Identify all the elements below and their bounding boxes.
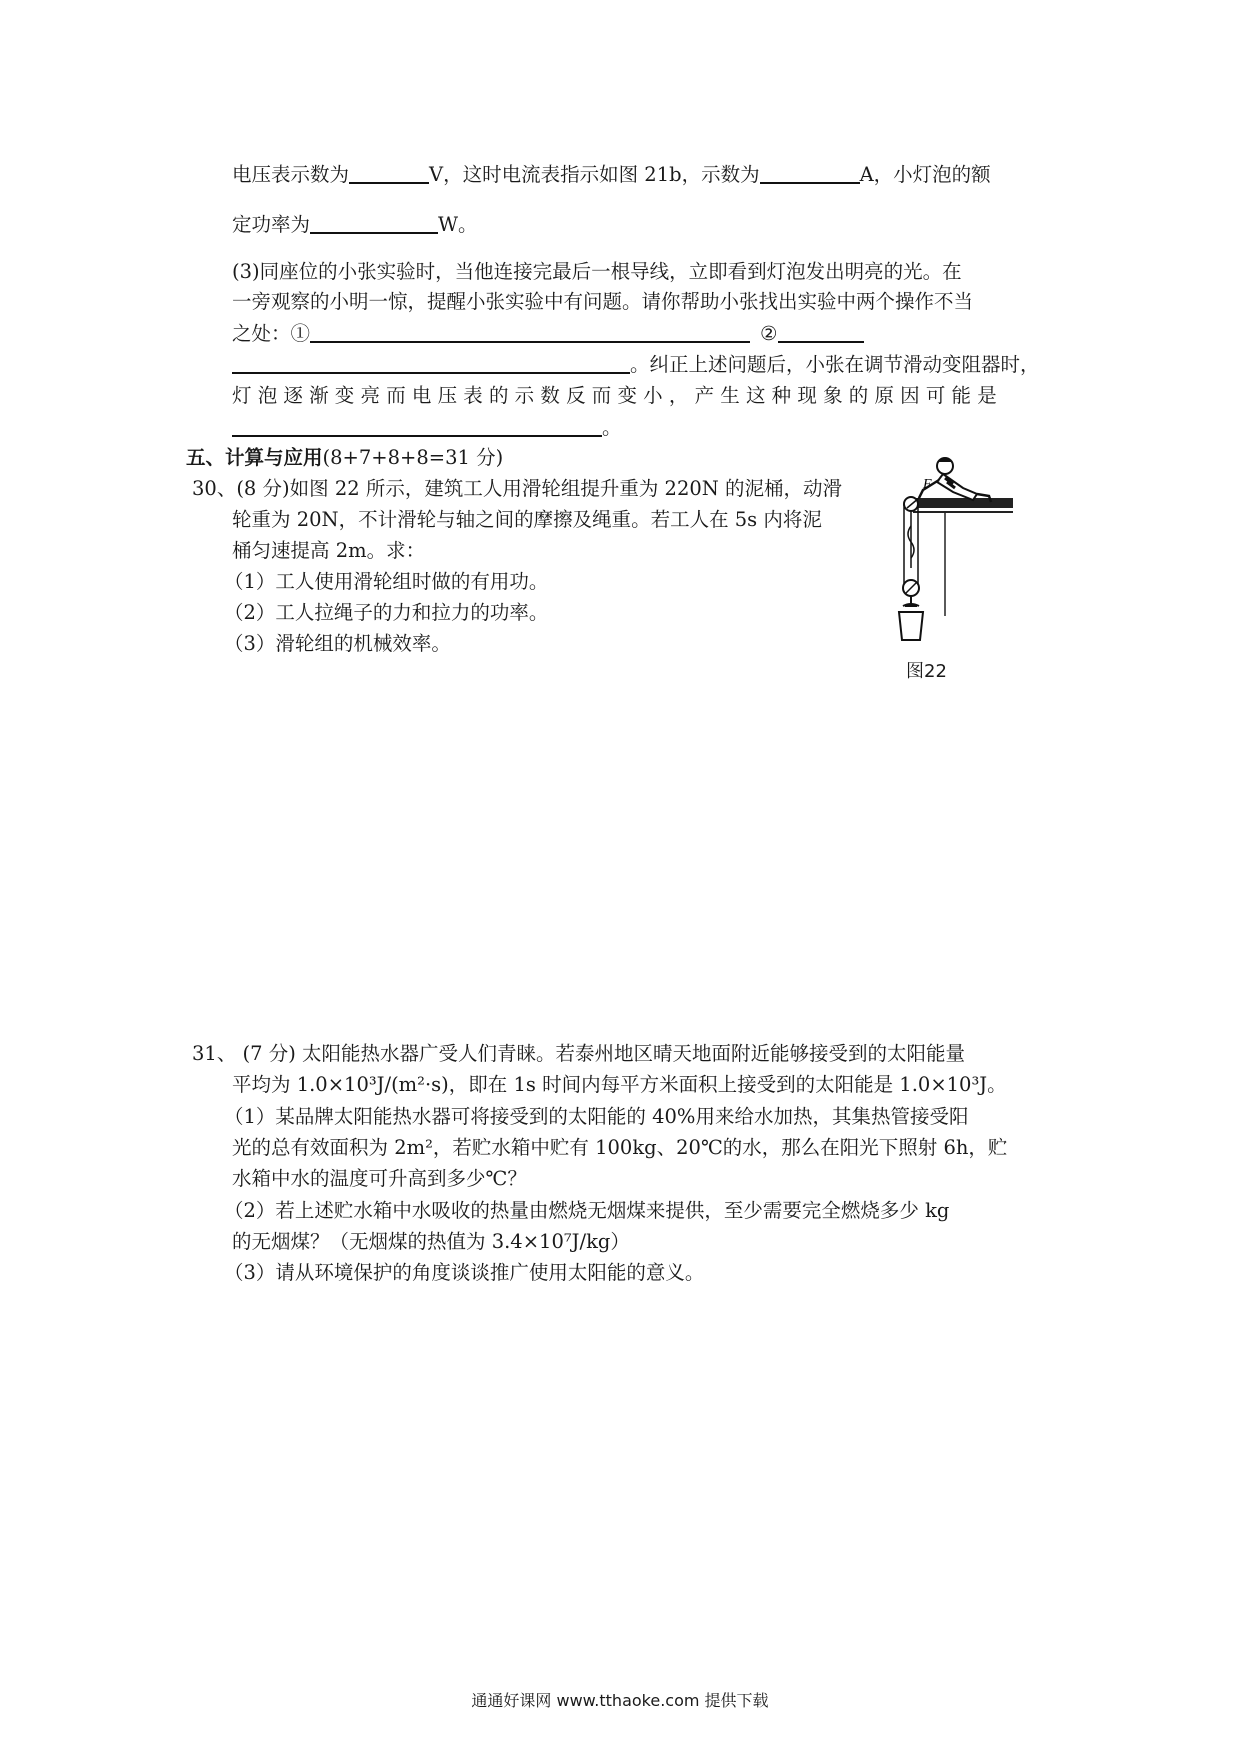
q29-line-7: 灯 泡 逐 渐 变 亮 而 电 压 表 的 示 数 反 而 变 小 ， 产 生 这 种 现 象 的 原 因 可 能 是 — [232, 384, 997, 407]
power-blank[interactable] — [310, 212, 438, 234]
answer-blank-1[interactable] — [310, 321, 750, 343]
answer-blank-2[interactable] — [778, 321, 864, 343]
q31-line-8: （3）请从环境保护的角度谈谈推广使用太阳能的意义。 — [224, 1261, 705, 1284]
q31-line-1: 31、 (7 分) 太阳能热水器广受人们青睐。若泰州地区晴天地面附近能够接受到的太阳能量 — [192, 1042, 966, 1065]
q30-line-1: 30、(8 分)如图 22 所示，建筑工人用滑轮组提升重为 220N 的泥桶，动滑 — [192, 477, 843, 500]
q29-line-4: 一旁观察的小明一惊，提醒小张实验中有问题。请你帮助小张找出实验中两个操作不当 — [232, 290, 974, 313]
q29-line-3: (3)同座位的小张实验时，当他连接完最后一根导线，立即看到灯泡发出明亮的光。在 — [232, 260, 962, 283]
q31-line-5: 水箱中水的温度可升高到多少℃？ — [232, 1167, 527, 1190]
section-5-heading — [186, 446, 503, 470]
q29-line-8: 。 — [232, 415, 622, 440]
q31-line-2: 平均为 1.0×10³J/(m²·s)，即在 1s 时间内每平方米面积上接受到的太阳能是 1.0×10³J。 — [232, 1073, 1007, 1096]
q30-line-6: （3）滑轮组的机械效率。 — [224, 632, 451, 655]
q30-line-3: 桶匀速提高 2m。求： — [232, 539, 426, 562]
q29-line-5: 之处：① ② — [232, 321, 864, 346]
q30-line-2: 轮重为 20N，不计滑轮与轴之间的摩擦及绳重。若工人在 5s 内将泥 — [232, 508, 822, 531]
q29-line-1: 电压表示数为 V，这时电流表指示如图 21b，示数为 A，小灯泡的额 — [232, 163, 991, 186]
q29-line-2: 定功率为 W。 — [232, 213, 478, 236]
current-blank[interactable] — [760, 162, 860, 184]
footer-download-note: 通通好课网 www.tthaoke.com 提供下载 — [471, 1691, 769, 1710]
q31-line-3: （1）某品牌太阳能热水器可将接受到的太阳能的 40%用来给水加热，其集热管接受阳 — [224, 1105, 969, 1128]
q30-line-4: （1）工人使用滑轮组时做的有用功。 — [224, 570, 549, 593]
voltage-blank[interactable] — [349, 162, 429, 184]
figure-22-caption: 图22 — [906, 661, 947, 682]
pulley-figure — [893, 456, 1017, 668]
q30-line-5: （2）工人拉绳子的力和拉力的功率。 — [224, 601, 549, 624]
q31-line-7: 的无烟煤？（无烟煤的热值为 3.4×10⁷J/kg） — [232, 1230, 630, 1253]
answer-blank-2-cont[interactable] — [232, 352, 630, 374]
q31-line-4: 光的总有效面积为 2m²，若贮水箱中贮有 100kg、20℃的水，那么在阳光下照射 6h，贮 — [232, 1136, 1008, 1159]
force-label: F — [923, 477, 932, 492]
section-5-points: (8+7+8+8=31 分) — [322, 446, 504, 469]
section-5-title: 五、计算与应用 — [186, 446, 323, 469]
q29-line-6: 。纠正上述问题后，小张在调节滑动变阻器时， — [232, 352, 1040, 377]
reason-blank[interactable] — [232, 415, 602, 437]
q31-line-6: （2）若上述贮水箱中水吸收的热量由燃烧无烟煤来提供，至少需要完全燃烧多少 kg — [224, 1199, 950, 1222]
